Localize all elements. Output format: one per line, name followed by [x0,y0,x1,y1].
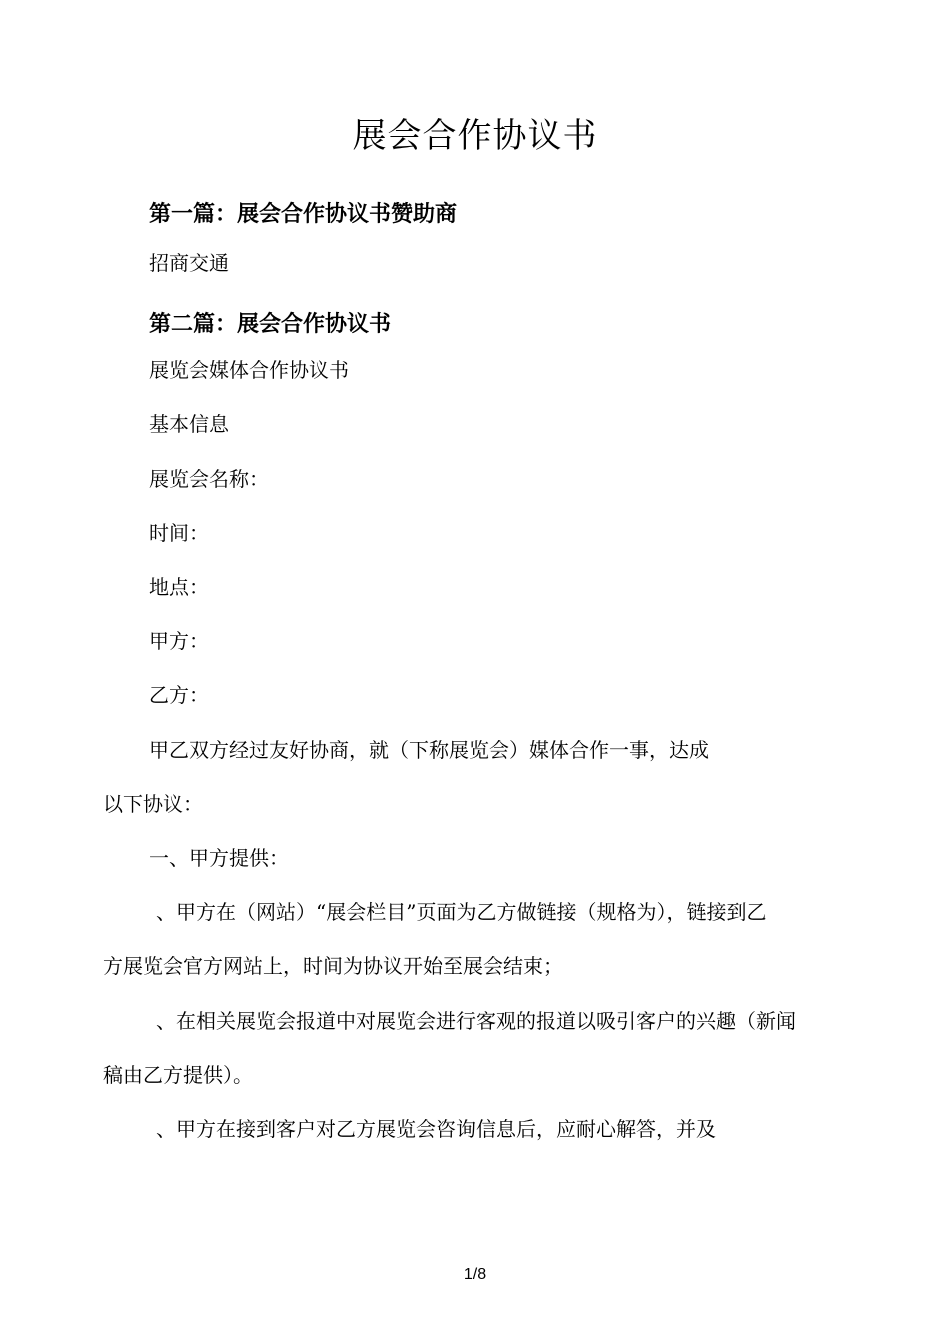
item1-line-2: 方展览会官方网站上，时间为协议开始至展会结束； [103,954,563,978]
item2-line-2: 稿由乙方提供）。 [103,1063,253,1087]
section2-line-2: 基本信息 [149,412,229,436]
section1-heading: 第一篇：展会合作协议书赞助商 [149,202,458,227]
section2-line-7: 乙方： [149,683,209,707]
section2-line-1: 展览会媒体合作协议书 [149,358,349,382]
section2-line-5: 地点： [149,575,209,599]
section2-line-6: 甲方： [149,629,209,653]
intro-paragraph-line-2: 以下协议： [103,792,203,816]
section2-line-3: 展览会名称： [149,467,269,491]
section2-heading: 第二篇：展会合作协议书 [149,312,392,337]
document-title: 展会合作协议书 [352,116,598,156]
section2-line-4: 时间： [149,521,209,545]
item3-line-1: 、甲方在接到客户对乙方展览会咨询信息后，应耐心解答，并及 [156,1117,716,1141]
item2-line-1: 、在相关展览会报道中对展览会进行客观的报道以吸引客户的兴趣（新闻 [156,1009,796,1033]
clause-heading: 一、甲方提供： [149,846,289,870]
intro-paragraph-line-1: 甲乙双方经过友好协商，就（下称展览会）媒体合作一事，达成 [149,738,709,762]
item1-line-1: 、甲方在（网站）“展会栏目”页面为乙方做链接（规格为），链接到乙 [156,900,767,924]
section1-line: 招商交通 [149,251,229,275]
page-number: 1/8 [463,1266,487,1283]
